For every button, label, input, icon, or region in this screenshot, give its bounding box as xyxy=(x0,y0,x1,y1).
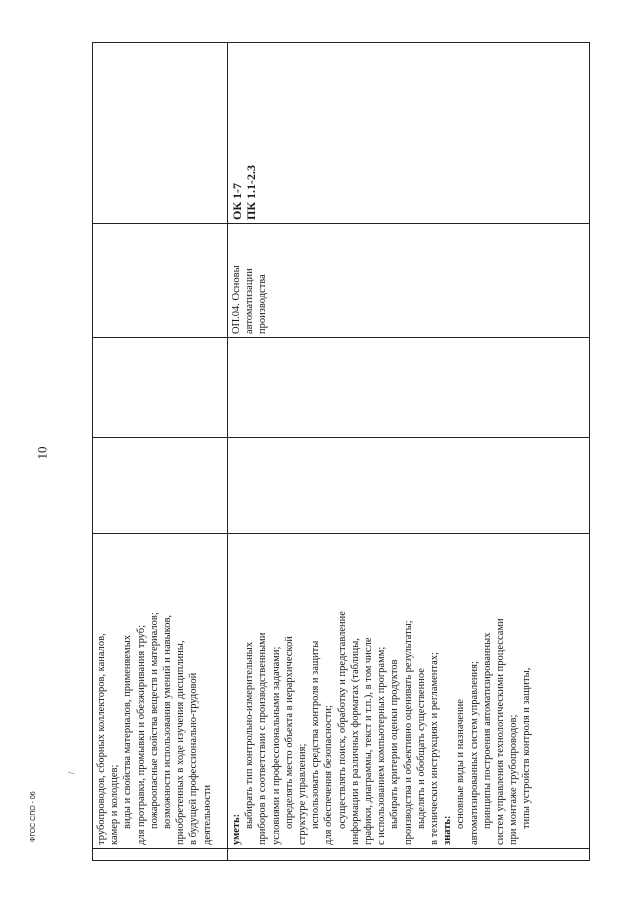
table-cell-knowledge-continued xyxy=(93,534,228,849)
text-line: графики, диаграммы, текст и т.п.), в том числе xyxy=(363,637,375,845)
text-line: приборов в соответствии с производственными xyxy=(257,632,269,845)
text-line: для обеспечения безопасности; xyxy=(323,705,335,845)
text-line: определять место объекта в иерархической xyxy=(283,636,295,829)
table-cell-skills-knowledge xyxy=(228,534,590,849)
discipline-line: автоматизации xyxy=(244,268,256,334)
text-line: производства и объективно оценивать результаты; xyxy=(402,620,414,845)
text-line: приобретенных в ходе изучения дисциплины, xyxy=(175,640,187,845)
text-line: информации в различных форматах (таблицы, xyxy=(349,638,361,845)
footer-code: ФГОС СПО - 06 xyxy=(30,791,37,842)
table-row xyxy=(93,43,228,861)
text-line: систем управления технологическими процессами xyxy=(495,618,507,845)
footer-mark: / xyxy=(66,771,77,775)
competency-line: ПК 1.1-2.3 xyxy=(244,164,258,220)
table-cell-empty xyxy=(93,224,228,338)
table-cell-empty xyxy=(228,338,590,438)
table-cell-discipline xyxy=(228,224,590,338)
text-line: при монтаже трубопроводов; xyxy=(508,714,520,845)
text-line: уметь: xyxy=(231,813,242,845)
text-line: с использованием компьютерных программ; xyxy=(376,646,388,845)
rotated-table-wrapper xyxy=(92,43,589,861)
knowledge-text-list xyxy=(95,537,214,845)
text-line: осуществлять поиск, обработку и представление xyxy=(336,611,348,829)
text-line: выделять и обобщать существенное xyxy=(415,668,427,829)
text-line: в технических инструкциях и регламентах; xyxy=(429,652,441,845)
text-line: виды и свойства материалов, применяемых xyxy=(122,635,134,829)
text-line: трубопроводов, сборных коллекторов, каналов, xyxy=(96,633,107,845)
text-line: выбирать тип контрольно-измерительных xyxy=(244,642,256,829)
page-number: 10 xyxy=(34,446,50,460)
text-line: в будущей профессионально-трудовой xyxy=(188,672,200,845)
table-cell-gutter xyxy=(93,849,228,861)
text-line: для протравки, промывки и обезжиривания труб; xyxy=(135,624,147,845)
text-line: возможности использования умений и навыков, xyxy=(162,614,174,829)
table-cell-empty xyxy=(93,338,228,438)
table-row xyxy=(228,43,590,861)
text-line: принципы построения автоматизированных xyxy=(481,632,493,829)
discipline-line: ОП.04. Основы xyxy=(231,265,242,334)
text-line: типы устройств контроля и защиты, xyxy=(521,667,533,829)
competency-line: ОК 1-7 xyxy=(230,182,244,220)
table-cell-empty xyxy=(93,43,228,224)
text-line: использовать средства контроля и защиты xyxy=(310,640,322,829)
curriculum-table xyxy=(92,42,590,861)
table-cell-competencies xyxy=(228,43,590,224)
table-cell-gutter xyxy=(228,849,590,861)
text-line: знать: xyxy=(442,815,454,845)
table-cell-empty xyxy=(228,438,590,534)
text-line: выбирать критерии оценки продуктов xyxy=(389,659,401,829)
text-line: автоматизированных систем управления; xyxy=(468,661,480,845)
text-line: структуре управления; xyxy=(297,743,309,845)
text-line: камер и колодцев; xyxy=(109,764,121,845)
text-line: пожароопасные свойства веществ и материалов; xyxy=(148,612,160,829)
text-line: условиями и профессиональными задачами; xyxy=(270,646,282,845)
text-line: деятельности xyxy=(201,784,213,845)
content-frame xyxy=(92,43,589,861)
text-line: основные виды и назначение xyxy=(455,699,467,829)
skills-text-list xyxy=(230,537,534,845)
discipline-line: производства xyxy=(257,274,269,334)
table-cell-empty xyxy=(93,438,228,534)
